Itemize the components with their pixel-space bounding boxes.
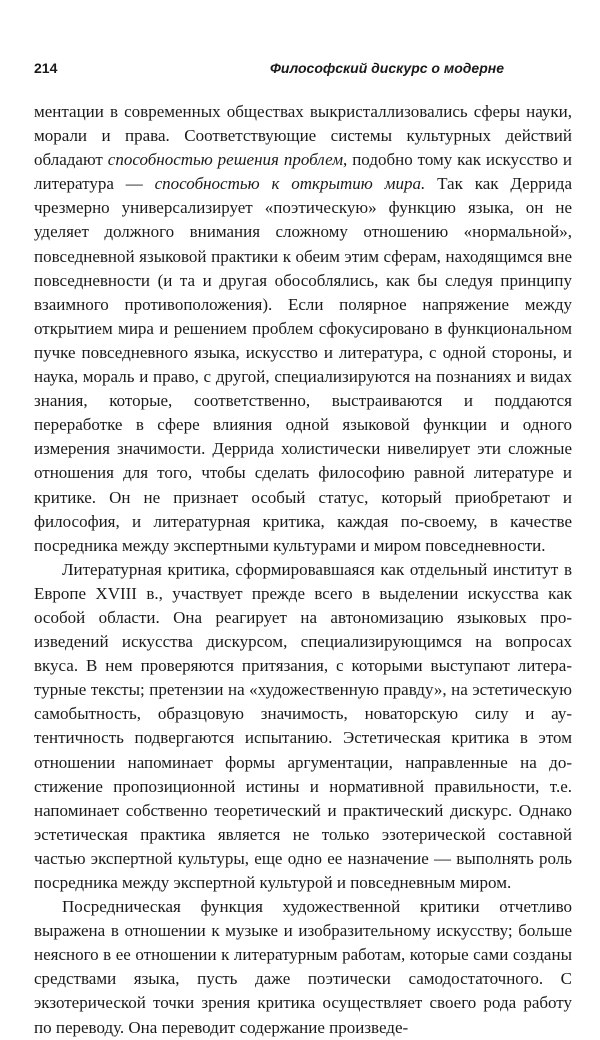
running-title: Философский дискурс о модерне xyxy=(269,60,504,76)
text-segment: Литературная критика, сформировавшаяся как отдельный институт в Европе XVIII в., участвует прежде всего в выделении искусства как особой области. Она реагирует на автономизацию языковых произведений искусства дискурсом, специализирующимся на вопросах вкуса. В нем проверяются притязания, с которыми выступают литературные тексты; претензии на «художественную правду», на эстетическую самобытность, образцовую значимость, новаторскую силу и аутентичность подвергаются испытанию. Эстетическая критика в этом отношении напоминает формы аргументации, направленные на достижение пропозиционной истины и нормативной правильности, т.е. напоминает собственно теоретический и практический дискурс. Однако эстетическая практика является не только эзотерической составной частью экспертной культуры, еще одно ее назначение — выполнять роль посредника между экспертной культурой и повседневным миром. xyxy=(34,559,572,892)
book-page xyxy=(34,60,572,1040)
body-text xyxy=(34,100,572,1040)
paragraph xyxy=(34,895,572,1040)
text-segment: ментации в современных обществах выкристаллизовались сферы науки, морали и права. Соответствующие системы культурных действий обладают xyxy=(34,102,572,170)
emphasis-text: способностью к открытию мира. xyxy=(154,174,426,194)
paragraph xyxy=(34,100,572,558)
text-segment: , подобно тому как искусство и литература — xyxy=(34,150,572,194)
page-header xyxy=(34,60,572,82)
page-number: 214 xyxy=(34,60,58,76)
emphasis-text: способностью решения проблем xyxy=(107,150,344,170)
paragraph xyxy=(34,558,572,895)
text-segment: Посредническая функция художественной критики отчетливо выражена в отношении к музыке и изобразительному искусству; больше неясного в ее отношении к литературным работам, которые сами созданы средствами языка, пусть даже поэтически самодостаточного. С экзотерической точки зрения критика осуществляет своего рода работу по переводу. Она переводит содержание произведе- xyxy=(34,897,572,1037)
text-segment: Так как Деррида чрезмерно универсализирует «поэтическую» функцию языка, он не уделяет должного внимания сложному отношению «нормальной», повседневной языковой практики к обеим этим сферам, находящимся вне повседневности (и та и другая обособлялись, как бы следуя принципу взаимного противоположения). Если полярное напряжение между открытием мира и решением проблем сфокусировано в функциональном пучке повседневного языка, искусство и литература, с одной стороны, и наука, мораль и право, с другой, специализируются на познаниях и видах знания, которые, соответственно, выстраиваются и поддаются переработке в сфере влияния одной языковой функции и одного измерения значимости. Деррида холистически нивелирует эти сложные отношения для того, чтобы сделать философию равной литературе и критике. Он не признает особый статус, который приобретают и философия, и литературная критика, каждая по-своему, в качестве посредника между экспертными культурами и миром повседневности. xyxy=(34,174,572,555)
